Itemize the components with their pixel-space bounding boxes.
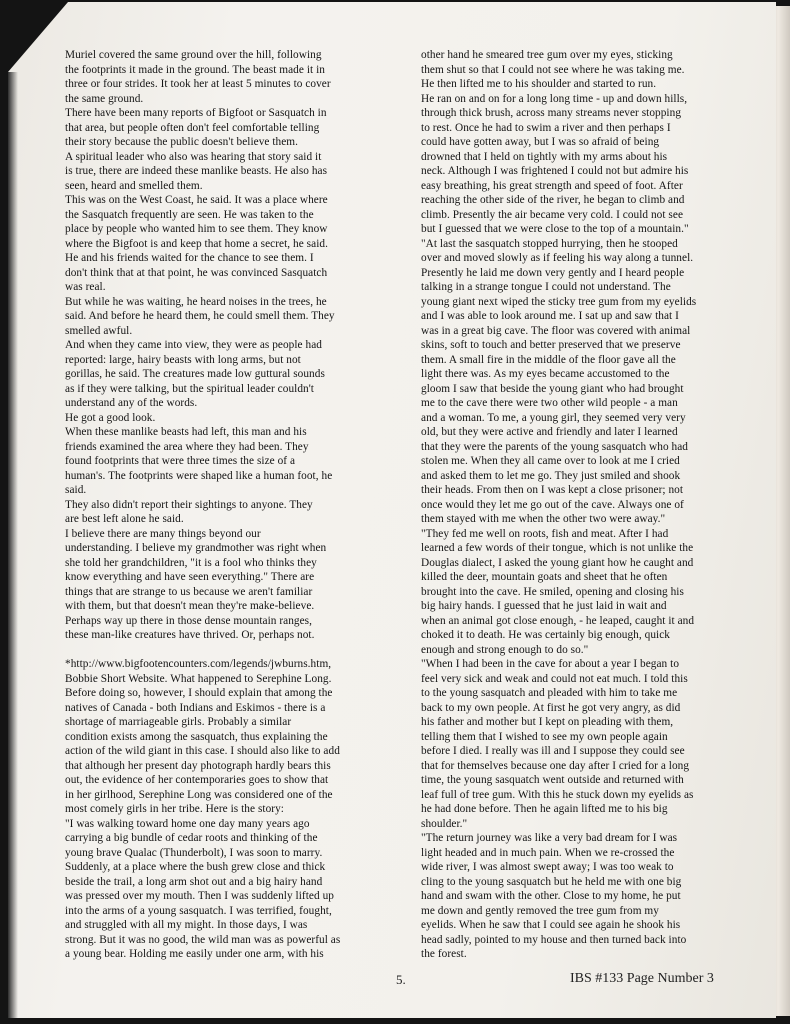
paragraph: "They fed me well on roots, fish and meat. After I had learned a few words of their tongue, which is not unlike the Douglas dialect, I asked the young giant how he caught and killed the deer, mountain goats and sheet that he often brought into the cave. He smiled, opening and closing his big hairy hands. I guessed that he just laid in wait and when an animal got close enough, - he leaped, caught it and choked it to death. He was certainly big enough, quick enough and strong enough to do so." (421, 527, 695, 656)
paragraph: There have been many reports of Bigfoot or Sasquatch in that area, but people often don't feel comfortable telling their story because the public doesn't believe them. (65, 107, 327, 148)
paragraph: "I was walking toward home one day many years ago carrying a big bundle of cedar roots and thinking of the young brave Qualac (Thunderbolt), I was soon to marry. Suddenly, at a place where the bush grew close and thick beside the trail, a long arm shot out and a big hairy hand was pressed over my mouth. Then I was suddenly lifted up into the arms of a young sasquatch. I was terrified, fought, and struggled with all my might. In those days, I was strong. But it was no good, the wild man was as powerful as a young bear. Holding me easily under one arm, with his (65, 817, 341, 960)
paragraph: But while he was waiting, he heard noises in the trees, he said. And before he heard them, he could smell them. They smelled awful. (65, 295, 335, 337)
right-column (421, 48, 753, 962)
paragraph: They also didn't report their sightings to anyone. They are best left alone he said. (65, 498, 313, 525)
page-shadow-edge (8, 72, 18, 1018)
paragraph: other hand he smeared tree gum over my eyes, sticking them shut so that I could not see where he was taking me. He then lifted me to his shoulder and started to run. He ran on and on for a long long time - up and down hills, through thick brush, across many streams never stopping to rest. Once he had to swim a river and then perhaps I could have gotten away, but I was so afraid of being drowned that I held on tightly with my arms about his neck. Although I was frightened I could not but admire his easy breathing, his great strength and speed of foot. After reaching the other side of the river, he began to climb and climb. Presently the air became very cold. I could not see but I guessed that we were close to the top of a mountain." (421, 49, 689, 235)
folded-corner (8, 2, 68, 72)
paragraph: "When I had been in the cave for about a year I began to feel very sick and weak and could not eat much. I told this to the young sasquatch and pleaded with him to take me back to my own people. At first he got very angry, as did his father and mother but I kept on pleading with them, telling them that I wished to see my own people again before I died. I really was ill and I suppose they could see that for themselves because one day after I cried for a long time, the young sasquatch went outside and returned with leaf full of tree gum. With this he stuck down my eyelids as he had done before. Then he again lifted me to his big shoulder." (421, 658, 694, 830)
paragraph: He got a good look. (65, 411, 156, 424)
page-footer-title: IBS #133 Page Number 3 (570, 971, 714, 986)
paragraph: I believe there are many things beyond our understanding. I believe my grandmother was right when she told her grandchildren, "it is a fool who thinks they know everything and have seen everything." There are things that are strange to us because we aren't familiar with them, but that doesn't mean they're make-believe. Perhaps way up there in those dense mountain ranges, these man-like creatures have thrived. Or, perhaps not. (65, 527, 327, 641)
paragraph: "The return journey was like a very bad dream for I was light headed and in much pain. When we re-crossed the wide river, I was almost swept away; I was too weak to cling to the young sasquatch but he held me with one big hand and swam with the other. Close to my home, he put me down and gently removed the tree gum from my eyelids. When he saw that I could see again he shook his head sadly, pointed to my house and then turned back into the forest. (421, 832, 687, 960)
document-page (8, 2, 776, 1018)
page-number: 5. (396, 972, 406, 987)
footnote-paragraph: *http://www.bigfootencounters.com/legends/jwburns.htm, Bobbie Short Website. What happened to Serephine Long. Before doing so, however, I should explain that among the natives of Canada - both Indians and Eskimos - there is a shortage of marriageable girls. Probably a similar condition exists among the sasquatch, thus explaining the action of the wild giant in this case. I should also like to add that although her present day photograph hardly bears this out, the evidence of her contemporaries goes to show that in her girlhood, Serephine Long was considered one of the most comely girls in her tribe. Here is the story: (65, 658, 340, 815)
paragraph: "At last the sasquatch stopped hurrying, then he stooped over and moved slowly as if feeling his way along a tunnel. Presently he laid me down very gently and I heard people talking in a strange tongue I could not understand. The young giant next wiped the sticky tree gum from my eyelids and I was able to look around me. I sat up and saw that I was in a great big cave. The floor was covered with animal skins, soft to touch and better preserved that we preserve them. A small fire in the middle of the floor gave all the light there was. As my eyes became accustomed to the gloom I saw that beside the young giant who had brought me to the cave there were two other wild people - a man and a woman. To me, a young girl, they seemed very very old, but they were active and friendly and later I learned that they were the parents of the young sasquatch who had stolen me. When they all came over to look at me I cried and asked them to let me go. They just smiled and shook their heads. From then on I was kept a close prisoner; not once would they let me go out of the cave. Always one of them stayed with me when the other two were away." (421, 237, 697, 525)
paragraph: Muriel covered the same ground over the hill, following the footprints it made in the ground. The beast made it in three or four strides. It took her at least 5 minutes to cover the same ground. (65, 49, 331, 105)
paragraph: A spiritual leader who also was hearing that story said it is true, there are indeed these manlike beasts. He also has seen, heard and smelled them. (65, 150, 328, 192)
paragraph: And when they came into view, they were as people had reported: large, hairy beasts with long arms, but not gorillas, he said. The creatures made low guttural sounds as if they were talking, but the spiritual leader couldn't understand any of the words. (65, 339, 325, 409)
left-column (65, 48, 381, 962)
paragraph: When these manlike beasts had left, this man and his friends examined the area where they had been. They found footprints that were three times the size of a human's. The footprints were shaped like a human foot, he said. (65, 426, 333, 496)
paragraph: This was on the West Coast, he said. It was a place where the Sasquatch frequently are seen. He was taken to the place by people who wanted him to see them. They know where the Bigfoot is and keep that home a secret, he said. He and his friends waited for the chance to see them. I don't think that at that point, he was convinced Sasquatch was real. (65, 194, 328, 293)
